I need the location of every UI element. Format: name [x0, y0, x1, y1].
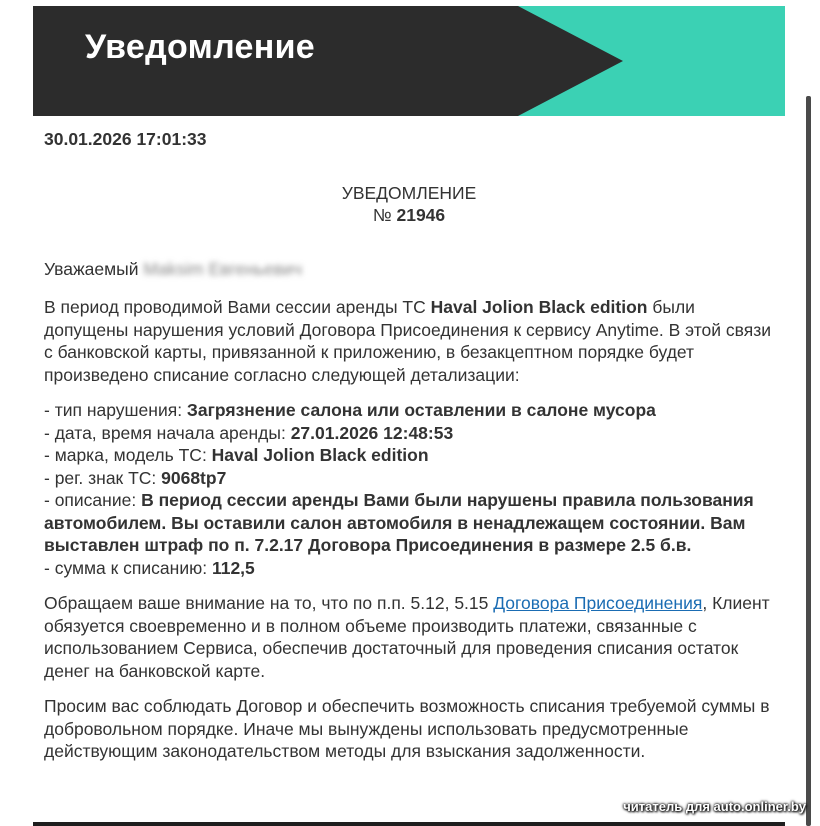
notice-number-prefix: №	[372, 205, 397, 225]
detail-description	[44, 489, 774, 557]
violation-details-list	[44, 399, 774, 579]
greeting-prefix: Уважаемый	[44, 258, 144, 279]
detail-label: - описание:	[44, 490, 142, 510]
greeting	[44, 258, 774, 281]
detail-label: - марка, модель ТС:	[44, 445, 212, 465]
detail-value: 9068tp7	[161, 467, 227, 488]
intro-after: были допущены нарушения условий Договора Присоединения к сервису Anytime. В этой связи с банковской карты, привязанной к приложению, в безакцептном порядке будет произведено списание согласно следующей детализации:	[44, 297, 772, 385]
email-body	[44, 128, 774, 776]
detail-plate	[44, 467, 774, 490]
attention-after: , Клиент обязуется своевременно и в полном объеме производить платежи, связанные с использованием Сервиса, обеспечив достаточный для проведения списания остаток денег на банковской карте.	[44, 593, 770, 681]
notice-heading-block	[44, 182, 774, 227]
intro-paragraph	[44, 296, 774, 386]
detail-value: 27.01.2026 12:48:53	[290, 422, 454, 443]
attention-before: Обращаем ваше внимание на то, что по п.п. 5.12, 5.15	[44, 593, 494, 613]
header-banner	[33, 6, 785, 116]
recipient-name-blurred: Maksim Евгеньевич	[143, 258, 302, 279]
attention-paragraph	[44, 592, 774, 682]
notice-number-line	[44, 204, 774, 227]
notice-datetime: 30.01.2026 17:01:33	[44, 129, 207, 149]
detail-value: 112,5	[211, 557, 255, 578]
intro-vehicle: Haval Jolion Black edition	[430, 297, 648, 317]
detail-rental-start	[44, 422, 774, 445]
scrollbar[interactable]	[806, 96, 811, 826]
detail-amount	[44, 557, 774, 580]
request-paragraph: Просим вас соблюдать Договор и обеспечить возможность списания требуемой суммы в добровольном порядке. Иначе мы вынуждены использовать предусмотренные действующим законодательством методы для взыскания задолженности.	[44, 696, 770, 761]
detail-value: В период сессии аренды Вами были нарушены правила пользования автомобилем. Вы оставили салон автомобиля в ненадлежащем состоянии. Вам выставлен штраф по п. 7.2.17 Договора Присоединения в размере 2.5 б.в.	[44, 490, 754, 555]
detail-violation-type	[44, 399, 774, 422]
watermark: читатель для auto.onliner.by	[623, 799, 806, 814]
detail-vehicle-model	[44, 444, 774, 467]
detail-label: - рег. знак ТС:	[44, 467, 162, 488]
bottom-divider	[33, 822, 785, 826]
notice-number: 21946	[396, 205, 446, 225]
detail-label: - дата, время начала аренды:	[44, 422, 291, 443]
header-title: Уведомление	[85, 28, 315, 66]
detail-value: Haval Jolion Black edition	[211, 445, 429, 465]
detail-label: - сумма к списанию:	[44, 557, 212, 578]
notice-heading: УВЕДОМЛЕНИЕ	[341, 182, 477, 203]
detail-value: Загрязнение салона или оставлении в салоне мусора	[186, 400, 656, 420]
contract-link[interactable]: Договора Присоединения	[493, 593, 703, 613]
intro-before: В период проводимой Вами сессии аренды ТС	[44, 297, 431, 317]
detail-label: - тип нарушения:	[44, 400, 187, 420]
